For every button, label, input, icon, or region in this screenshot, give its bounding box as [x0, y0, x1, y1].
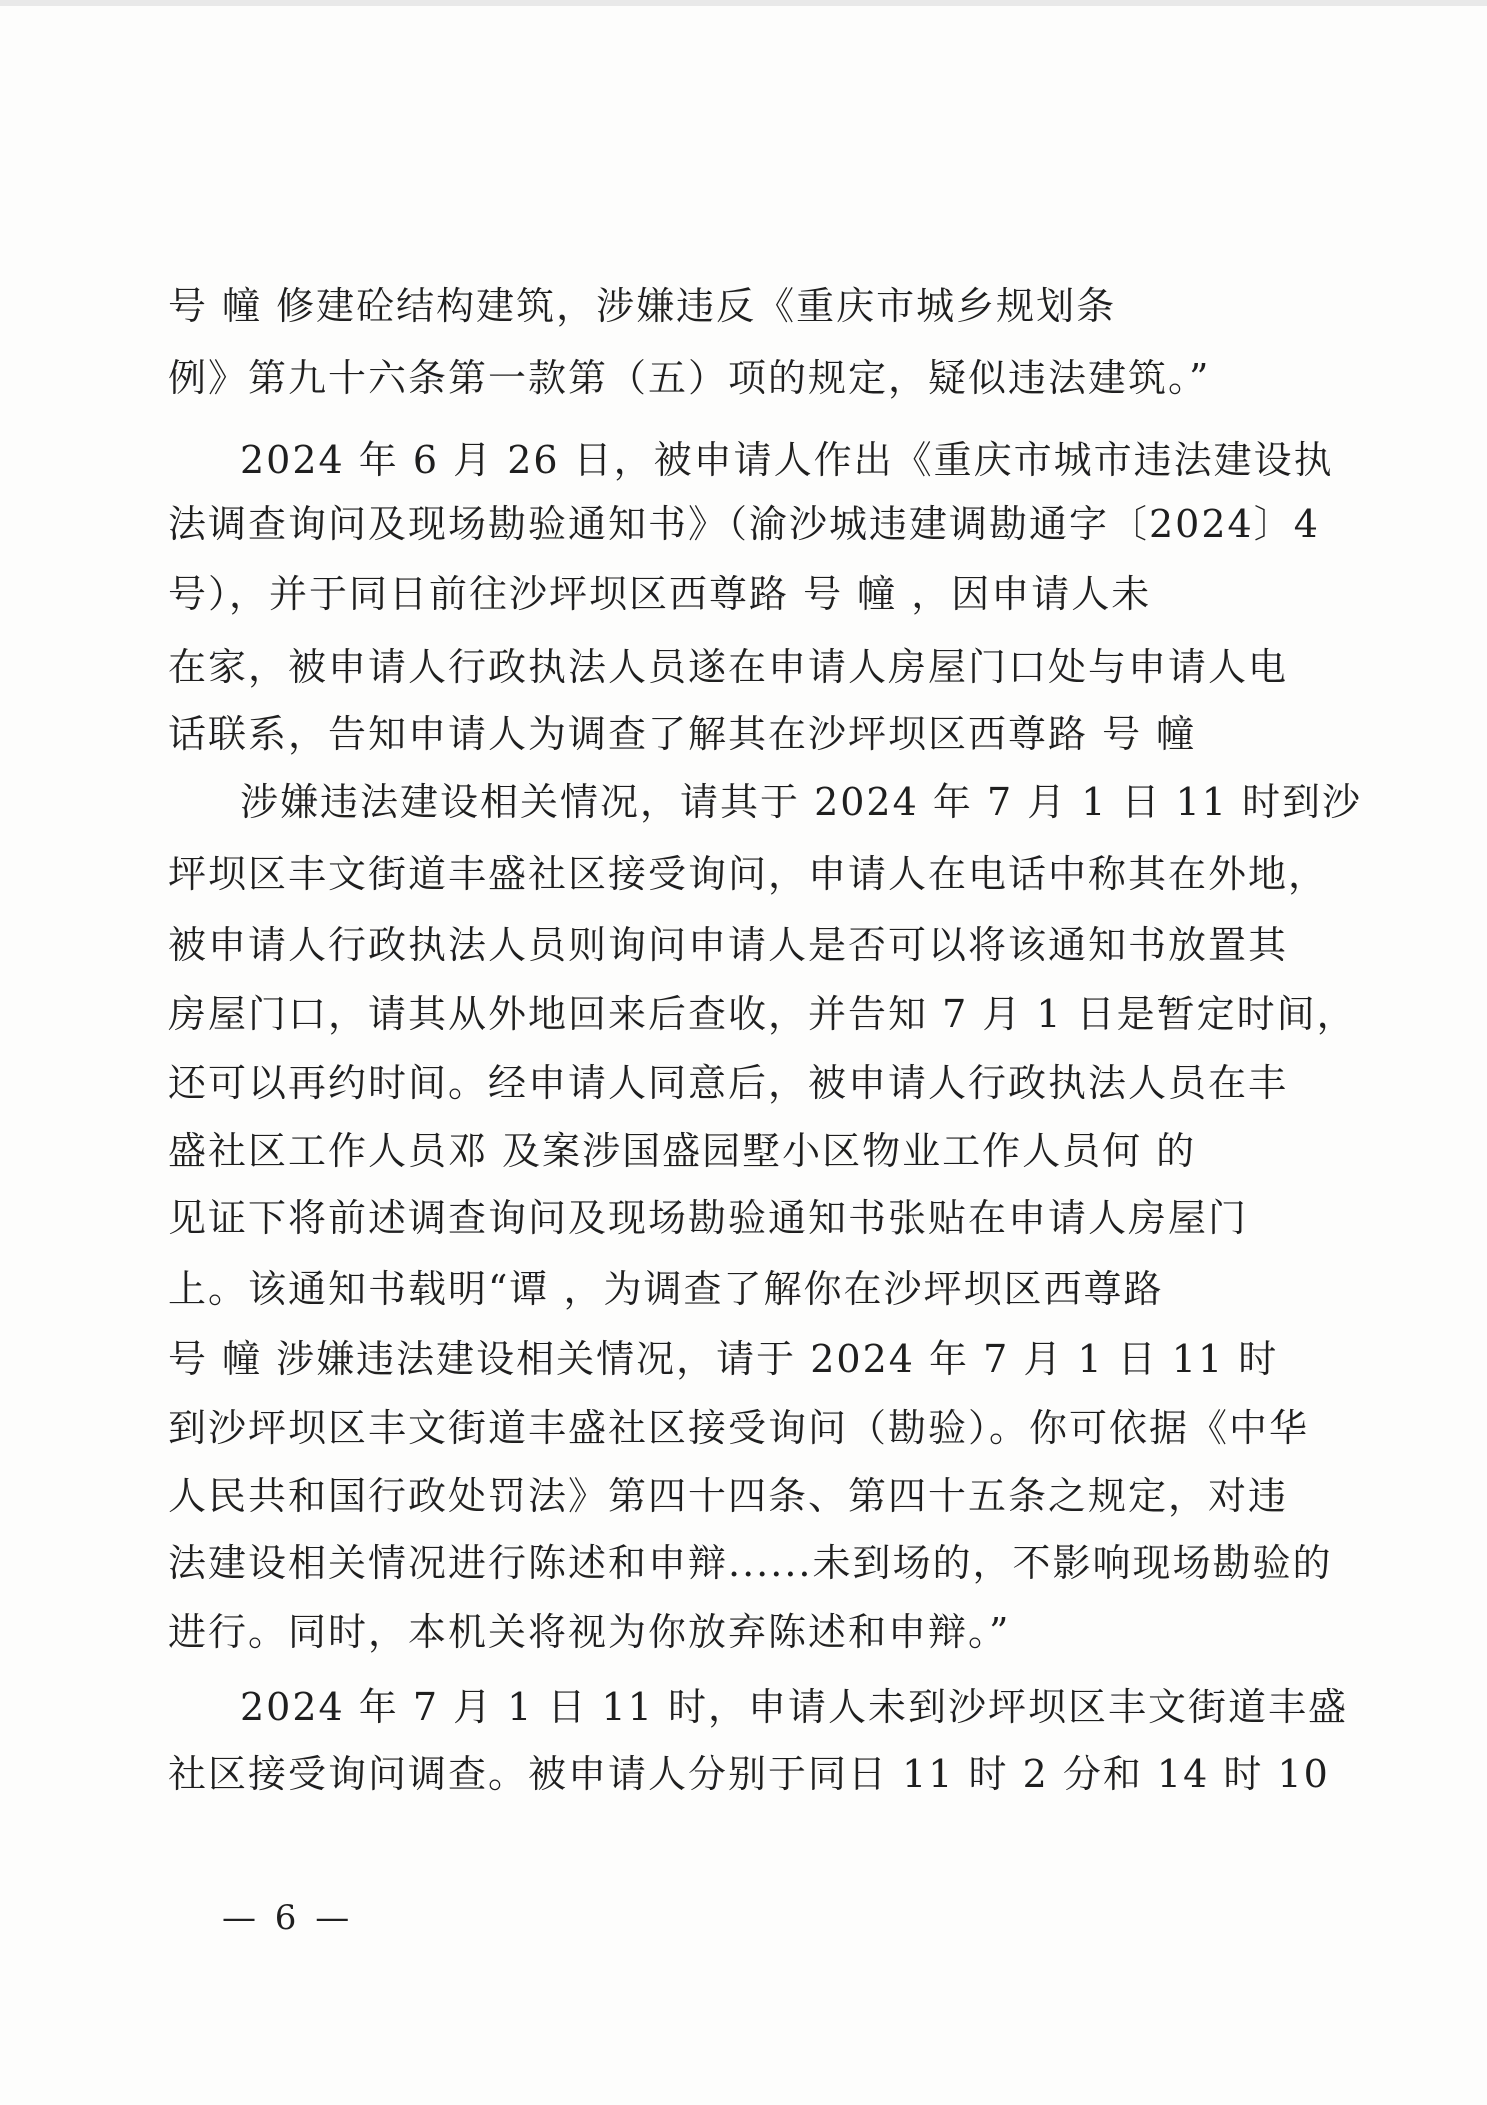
text-line-14: 见证下将前述调查询问及现场勘验通知书张贴在申请人房屋门: [168, 1196, 1249, 1240]
text-line-9: 坪坝区丰文街道丰盛社区接受询问，申请人在电话中称其在外地，: [168, 852, 1329, 896]
text-line-13: 盛社区工作人员邓 及案涉国盛园墅小区物业工作人员何 的: [168, 1129, 1197, 1173]
text-line-18: 人民共和国行政处罚法》第四十四条、第四十五条之规定，对违: [168, 1474, 1289, 1518]
text-line-6: 在家，被申请人行政执法人员遂在申请人房屋门口处与申请人电: [168, 645, 1289, 689]
text-line-20: 进行。同时，本机关将视为你放弃陈述和申辩。”: [168, 1610, 1011, 1654]
text-line-4: 法调查询问及现场勘验通知书》（渝沙城违建调勘通字〔2024〕4: [168, 502, 1320, 546]
text-line-8: 涉嫌违法建设相关情况，请其于 2024 年 7 月 1 日 11 时到沙: [240, 780, 1363, 824]
text-line-11: 房屋门口，请其从外地回来后查收，并告知 7 月 1 日是暂定时间，: [168, 992, 1357, 1036]
text-line-15: 上。该通知书载明“谭 ，为调查了解你在沙坪坝区西尊路: [168, 1267, 1164, 1311]
text-line-16: 号 幢 涉嫌违法建设相关情况，请于 2024 年 7 月 1 日 11 时: [168, 1337, 1279, 1381]
text-line-1: 号 幢 修建砼结构建筑，涉嫌违反《重庆市城乡规划条: [168, 284, 1117, 328]
page-number: — 6 —: [222, 1898, 354, 1938]
text-line-19: 法建设相关情况进行陈述和申辩......未到场的，不影响现场勘验的: [168, 1541, 1333, 1585]
text-line-2: 例》第九十六条第一款第（五）项的规定，疑似违法建筑。”: [168, 356, 1211, 400]
text-line-22: 社区接受询问调查。被申请人分别于同日 11 时 2 分和 14 时 10: [168, 1752, 1330, 1796]
text-line-10: 被申请人行政执法人员则询问申请人是否可以将该通知书放置其: [168, 923, 1289, 967]
text-line-21: 2024 年 7 月 1 日 11 时，申请人未到沙坪坝区丰文街道丰盛: [240, 1685, 1348, 1729]
text-line-5: 号），并于同日前往沙坪坝区西尊路 号 幢 ，因申请人未: [168, 572, 1152, 616]
text-line-12: 还可以再约时间。经申请人同意后，被申请人行政执法人员在丰: [168, 1061, 1289, 1105]
scan-mark: [0, 0, 1487, 6]
text-line-17: 到沙坪坝区丰文街道丰盛社区接受询问（勘验）。你可依据《中华: [168, 1406, 1310, 1450]
text-line-7: 话联系，告知申请人为调查了解其在沙坪坝区西尊路 号 幢: [168, 712, 1197, 756]
text-line-3: 2024 年 6 月 26 日，被申请人作出《重庆市城市违法建设执: [240, 438, 1334, 482]
